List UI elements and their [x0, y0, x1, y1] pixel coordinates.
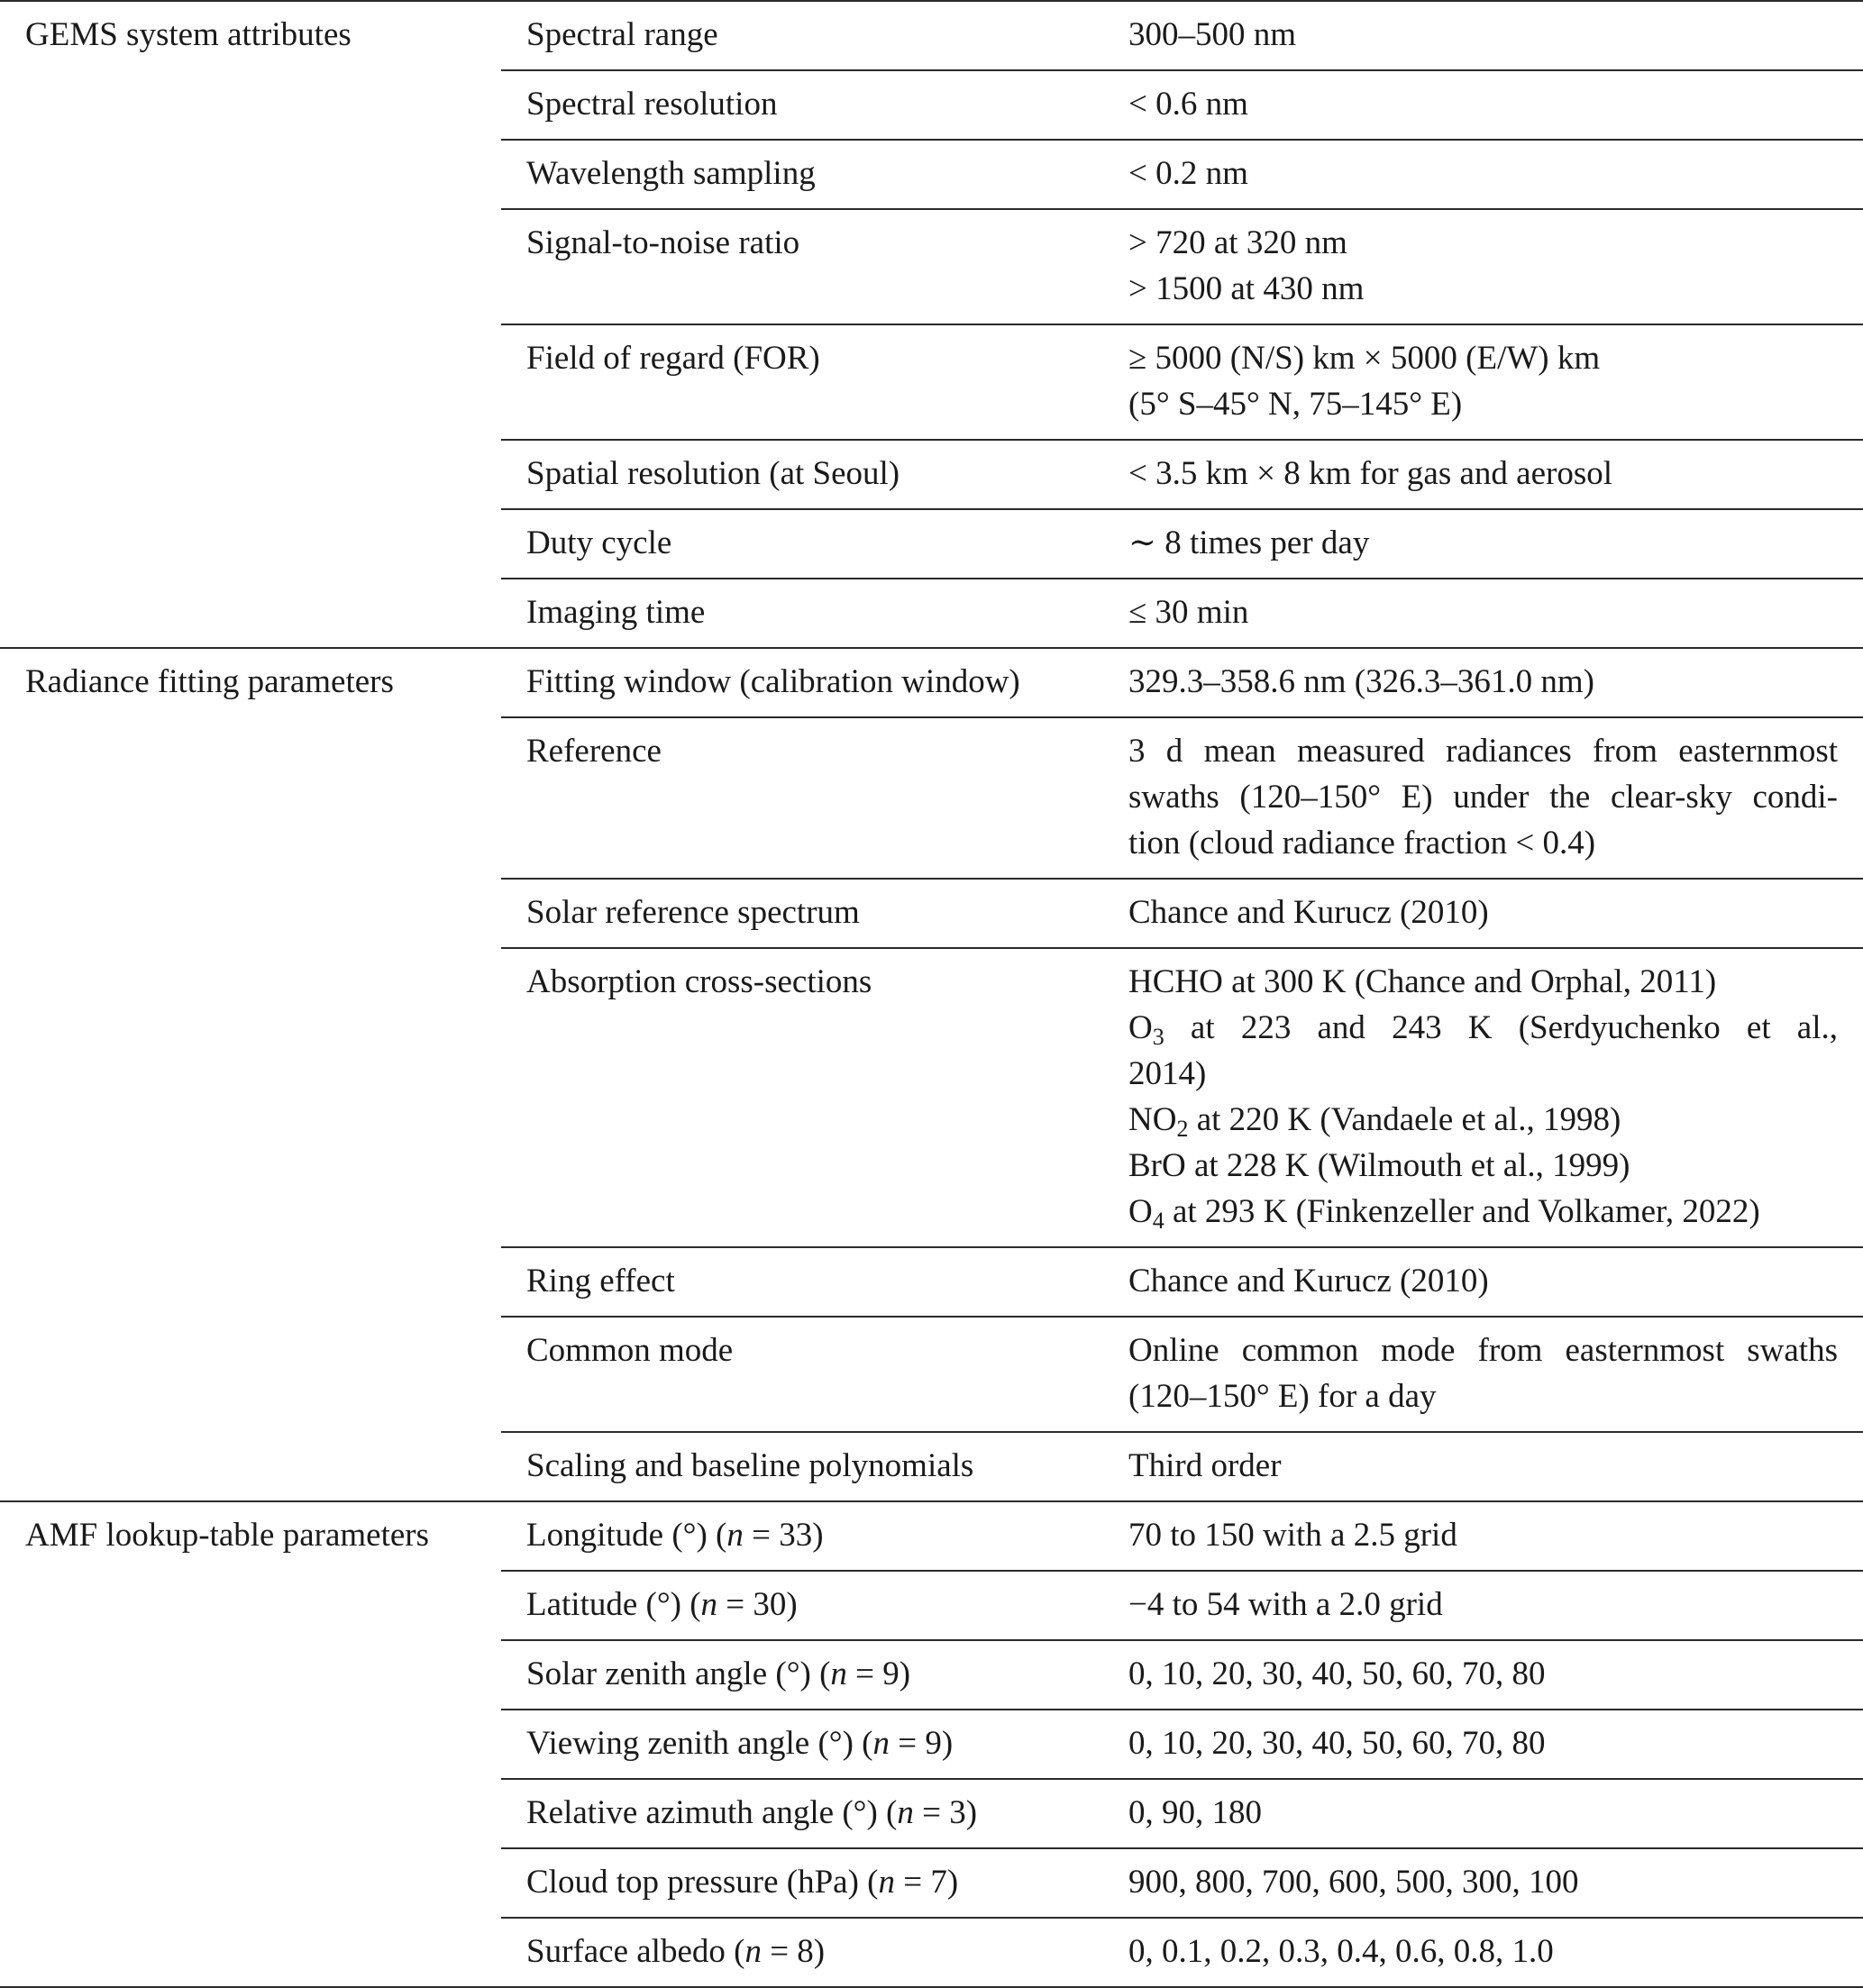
value-line: tion (cloud radiance fraction < 0.4) — [1128, 825, 1596, 862]
parameter-cell — [501, 579, 1102, 648]
parameter-cell — [501, 1501, 1102, 1571]
table-row — [0, 140, 1863, 209]
parameter-name: Imaging time — [526, 594, 706, 631]
parameter-cell — [501, 70, 1102, 140]
table-row — [0, 70, 1863, 140]
value-line: $O_4$ at 293 K (Finkenzeller and Volkamer, 2022) — [1128, 1193, 1760, 1234]
group-spacer — [0, 324, 501, 440]
value-line: 2014) — [1128, 1055, 1207, 1092]
value-cell — [1102, 1317, 1863, 1432]
table-row — [0, 1432, 1863, 1501]
parameter-cell — [501, 1640, 1102, 1710]
group-spacer — [0, 1710, 501, 1779]
table-row — [0, 1640, 1863, 1710]
group-spacer — [0, 1779, 501, 1848]
group-label-text: AMF lookup-table parameters — [25, 1517, 429, 1554]
value-line: 3 d mean measured radiances from easternmost — [1128, 733, 1838, 770]
parameter-name: Cloud top pressure (hPa) (n = 7) — [526, 1864, 959, 1901]
group-spacer — [0, 1918, 501, 1987]
value-line: > 1500 at 430 nm — [1128, 270, 1365, 307]
parameter-cell — [501, 1432, 1102, 1501]
group-label-text: Radiance fitting parameters — [25, 663, 394, 700]
parameter-name: Viewing zenith angle (°) (n = 9) — [526, 1725, 954, 1762]
value-line: $O_3$ at 223 and 243 K (Serdyuchenko et al., — [1128, 1009, 1838, 1050]
value-cell — [1102, 1779, 1863, 1848]
value-line: > 720 at 320 nm — [1128, 224, 1347, 261]
value-line: 0, 90, 180 — [1128, 1794, 1262, 1831]
group-label — [0, 1, 501, 70]
group-spacer — [0, 717, 501, 879]
table-body — [0, 1, 1863, 1987]
parameter-name: Spatial resolution (at Seoul) — [526, 455, 900, 492]
value-cell — [1102, 579, 1863, 648]
parameter-cell — [501, 648, 1102, 717]
value-cell — [1102, 324, 1863, 440]
parameter-cell — [501, 440, 1102, 509]
value-line: 70 to 150 with a 2.5 grid — [1128, 1517, 1457, 1554]
table-row — [0, 1571, 1863, 1640]
table-row — [0, 1779, 1863, 1848]
parameter-cell — [501, 509, 1102, 579]
table-row — [0, 948, 1863, 1247]
value-cell — [1102, 879, 1863, 948]
parameter-name: Scaling and baseline polynomials — [526, 1447, 974, 1484]
value-line: swaths (120–150° E) under the clear-sky condi- — [1128, 779, 1838, 816]
value-line: Online common mode from easternmost swaths — [1128, 1332, 1838, 1369]
parameter-name: Reference — [526, 733, 662, 770]
value-line: BrO at 228 K (Wilmouth et al., 1999) — [1128, 1147, 1630, 1184]
parameter-name: Signal-to-noise ratio — [526, 224, 800, 261]
value-line: HCHO at 300 K (Chance and Orphal, 2011) — [1128, 963, 1717, 1000]
parameter-cell — [501, 1247, 1102, 1317]
value-line: 0, 0.1, 0.2, 0.3, 0.4, 0.6, 0.8, 1.0 — [1128, 1933, 1554, 1970]
value-cell — [1102, 440, 1863, 509]
table-row — [0, 324, 1863, 440]
parameter-cell — [501, 140, 1102, 209]
parameter-name: Spectral resolution — [526, 86, 778, 123]
value-line: ≥ 5000 (N/S) km × 5000 (E/W) km — [1128, 340, 1601, 377]
parameter-cell — [501, 1918, 1102, 1987]
parameter-cell — [501, 324, 1102, 440]
parameter-cell — [501, 1848, 1102, 1918]
value-line: Third order — [1128, 1447, 1282, 1484]
parameter-cell — [501, 209, 1102, 324]
value-cell — [1102, 209, 1863, 324]
value-cell — [1102, 70, 1863, 140]
parameter-name: Spectral range — [526, 16, 718, 53]
value-line: (5° S–45° N, 75–145° E) — [1128, 386, 1463, 423]
group-spacer — [0, 948, 501, 1247]
group-spacer — [0, 1317, 501, 1432]
value-cell — [1102, 948, 1863, 1247]
value-line: 0, 10, 20, 30, 40, 50, 60, 70, 80 — [1128, 1655, 1546, 1692]
table-row — [0, 1501, 1863, 1571]
group-spacer — [0, 1848, 501, 1918]
parameter-name: Longitude (°) (n = 33) — [526, 1517, 824, 1554]
value-cell — [1102, 1247, 1863, 1317]
table-row — [0, 440, 1863, 509]
value-line: Chance and Kurucz (2010) — [1128, 894, 1489, 931]
table-row — [0, 209, 1863, 324]
parameter-name: Common mode — [526, 1332, 734, 1369]
table-row — [0, 1247, 1863, 1317]
table-row — [0, 1848, 1863, 1918]
value-line: Chance and Kurucz (2010) — [1128, 1263, 1489, 1299]
table-row — [0, 509, 1863, 579]
value-cell — [1102, 1, 1863, 70]
group-spacer — [0, 1571, 501, 1640]
value-line: < 0.2 nm — [1128, 155, 1248, 192]
value-cell — [1102, 140, 1863, 209]
table-row — [0, 1710, 1863, 1779]
parameter-cell — [501, 1, 1102, 70]
table-row — [0, 1317, 1863, 1432]
parameter-cell — [501, 1710, 1102, 1779]
value-line: 329.3–358.6 nm (326.3–361.0 nm) — [1128, 663, 1594, 700]
group-spacer — [0, 209, 501, 324]
group-spacer — [0, 1640, 501, 1710]
parameter-name: Field of regard (FOR) — [526, 340, 820, 377]
parameter-name: Solar zenith angle (°) (n = 9) — [526, 1655, 911, 1692]
group-spacer — [0, 70, 501, 140]
table-row — [0, 1918, 1863, 1987]
group-spacer — [0, 509, 501, 579]
table-row — [0, 1, 1863, 70]
parameter-name: Absorption cross-sections — [526, 963, 872, 1000]
parameter-cell — [501, 1779, 1102, 1848]
parameter-name: Wavelength sampling — [526, 155, 816, 192]
group-spacer — [0, 1432, 501, 1501]
group-spacer — [0, 140, 501, 209]
value-cell — [1102, 1432, 1863, 1501]
value-line: ≤ 30 min — [1128, 594, 1249, 631]
value-cell — [1102, 1918, 1863, 1987]
parameter-name: Ring effect — [526, 1263, 675, 1299]
table-row — [0, 648, 1863, 717]
parameter-cell — [501, 717, 1102, 879]
group-spacer — [0, 1247, 501, 1317]
parameter-cell — [501, 879, 1102, 948]
value-cell — [1102, 1848, 1863, 1918]
parameter-cell — [501, 1317, 1102, 1432]
value-line: $NO_2$ at 220 K (Vandaele et al., 1998) — [1128, 1101, 1621, 1142]
table-row — [0, 879, 1863, 948]
value-line: 300–500 nm — [1128, 16, 1297, 53]
value-line: < 3.5 km × 8 km for gas and aerosol — [1128, 455, 1613, 492]
parameter-name: Solar reference spectrum — [526, 894, 860, 931]
value-line: −4 to 54 with a 2.0 grid — [1128, 1586, 1443, 1623]
value-cell — [1102, 1501, 1863, 1571]
value-cell — [1102, 1571, 1863, 1640]
value-cell — [1102, 1710, 1863, 1779]
parameter-cell — [501, 948, 1102, 1247]
group-spacer — [0, 879, 501, 948]
value-line: (120–150° E) for a day — [1128, 1378, 1437, 1415]
value-line: 900, 800, 700, 600, 500, 300, 100 — [1128, 1864, 1579, 1901]
group-spacer — [0, 579, 501, 648]
value-cell — [1102, 717, 1863, 879]
group-label-text: GEMS system attributes — [25, 16, 352, 53]
parameter-name: Fitting window (calibration window) — [526, 663, 1020, 700]
value-line: < 0.6 nm — [1128, 86, 1248, 123]
value-cell — [1102, 509, 1863, 579]
value-line: ∼ 8 times per day — [1128, 524, 1370, 561]
table-row — [0, 579, 1863, 648]
value-line: 0, 10, 20, 30, 40, 50, 60, 70, 80 — [1128, 1725, 1546, 1762]
group-spacer — [0, 440, 501, 509]
value-cell — [1102, 1640, 1863, 1710]
group-label — [0, 648, 501, 717]
value-cell — [1102, 648, 1863, 717]
parameter-cell — [501, 1571, 1102, 1640]
parameter-name: Duty cycle — [526, 524, 672, 561]
parameter-name: Relative azimuth angle (°) (n = 3) — [526, 1794, 978, 1831]
parameter-name: Latitude (°) (n = 30) — [526, 1586, 798, 1623]
table-row — [0, 717, 1863, 879]
parameter-name: Surface albedo (n = 8) — [526, 1933, 826, 1970]
group-label — [0, 1501, 501, 1571]
